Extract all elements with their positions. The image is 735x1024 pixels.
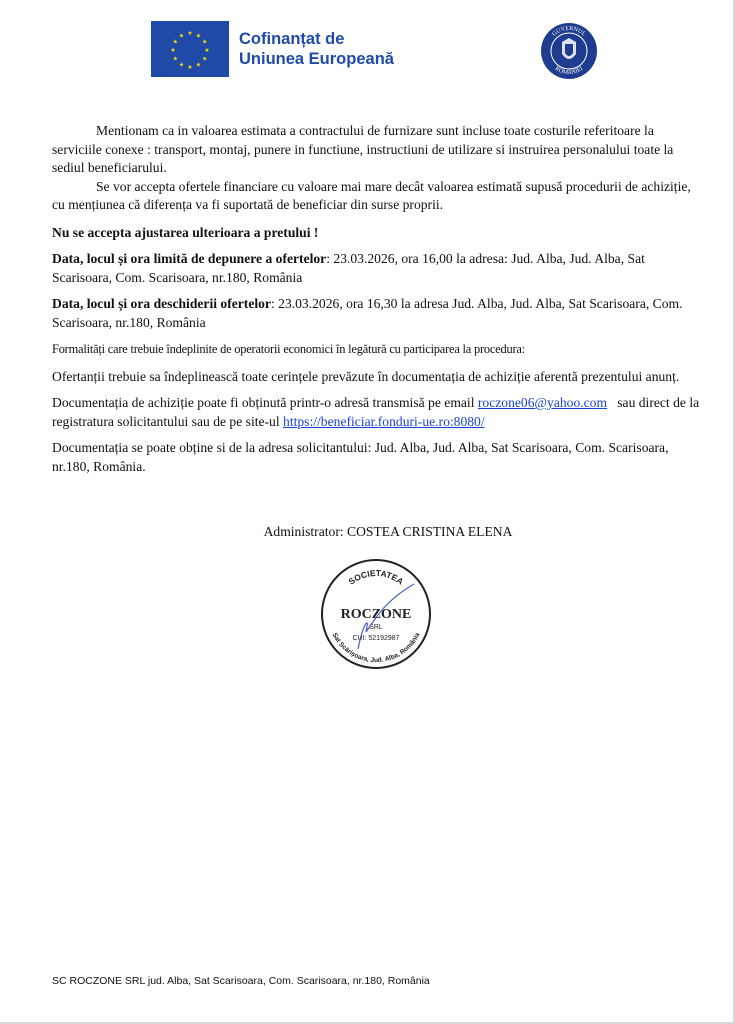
stamp-company-name: ROCZONE [340,607,412,622]
paragraph-higher-offers: Se vor accepta ofertele financiare cu valoare mai mare decât valoarea estimată supusă procedurii de achiziție, cu mențiunea că diferența va fi suportată de beneficiar din surse proprii. [52,178,691,212]
submission-deadline: Data, locul și ora limită de depunere a ofertelor: 23.03.2026, ora 16,00 la adresa: Jud. Alba, Jud. Alba, Sat Scarisoara, Com. Scarisoara, nr.180, România [52,251,645,285]
svg-text:Sat Scărișoara, Jud. Alba, Rom: Sat Scărișoara, Jud. Alba, România [330,631,422,665]
email-link[interactable]: roczone06@yahoo.com [477,395,608,410]
website-link[interactable]: https://beneficiar.fonduri-ue.ro:8080/ [283,413,485,429]
eu-star-icon: ★ [195,33,202,40]
no-price-adjustment-notice: Nu se accepta ajustarea ulterioara a pretului ! [52,224,319,240]
svg-text:SOCIETATEA: SOCIETATEA [346,567,406,587]
eu-star-icon: ★ [204,48,210,54]
eu-star-icon: ★ [202,56,208,63]
paragraph-included-costs: Mentionam ca in valoarea estimata a contractului de furnizare sunt incluse toate costurile referitoare la serviciile conexe : transport, montaj, punere in functiune, instructiuni de utilizare si instruirea personalului toate la sediul beneficiarului. [52,123,674,175]
eu-logo-line1: Cofinanțat de [239,30,345,48]
formalities-heading: Formalități care trebuie îndeplinite de operatorii economici în legătură cu participarea la procedura: [52,342,525,356]
eu-star-icon: ★ [172,56,178,63]
eu-star-icon: ★ [178,62,185,69]
eu-star-icon: ★ [187,31,193,37]
opening-date: Data, locul și ora deschiderii ofertelor: 23.03.2026, ora 16,30 la adresa Jud. Alba, Jud. Alba, Sat Scarisoara, Com. Scarisoara, nr.180, România [52,296,683,330]
eu-star-icon: ★ [172,39,178,46]
eu-star-icon: ★ [178,33,185,40]
eu-flag-icon [151,21,229,77]
eu-logo-line2: Uniunea Europeană [239,50,394,68]
eu-star-icon: ★ [195,62,202,69]
eu-star-icon: ★ [187,65,193,71]
requirements-paragraph: Ofertanții trebuie sa îndeplinească toate cerințele prevăzute în documentația de achiziție aferentă prezentului anunț. [52,368,680,384]
eu-cofinancing-logo [151,21,421,77]
svg-text:GUVERNUL: GUVERNUL [551,25,587,38]
documentation-paragraph: Documentația de achiziție poate fi obținută printr-o adresă transmisă pe email roczone06@yahoo.com sau direct de la registratura solicitantului sau de pe site-ul https://beneficiar.fonduri-ue.ro:8080/ [52,395,703,429]
company-stamp [318,554,438,672]
stamp-srl: SRL [369,624,383,631]
eu-star-icon: ★ [170,48,176,54]
government-romania-seal-icon [540,22,598,80]
stamp-cui: CUI: 52192987 [352,635,400,642]
administrator-signature-line: Administrator: COSTEA CRISTINA ELENA [263,524,513,539]
eu-star-icon: ★ [202,39,208,46]
documentation-address-paragraph: Documentația se poate obține si de la adresa solicitantului: Jud. Alba, Jud. Alba, Sat Scarisoara, Com. Scarisoara, nr.180, România. [52,440,669,474]
svg-text:ROMÂNIEI: ROMÂNIEI [553,65,585,77]
footer-company-address: SC ROCZONE SRL jud. Alba, Sat Scarisoara, Com. Scarisoara, nr.180, România [52,975,430,987]
